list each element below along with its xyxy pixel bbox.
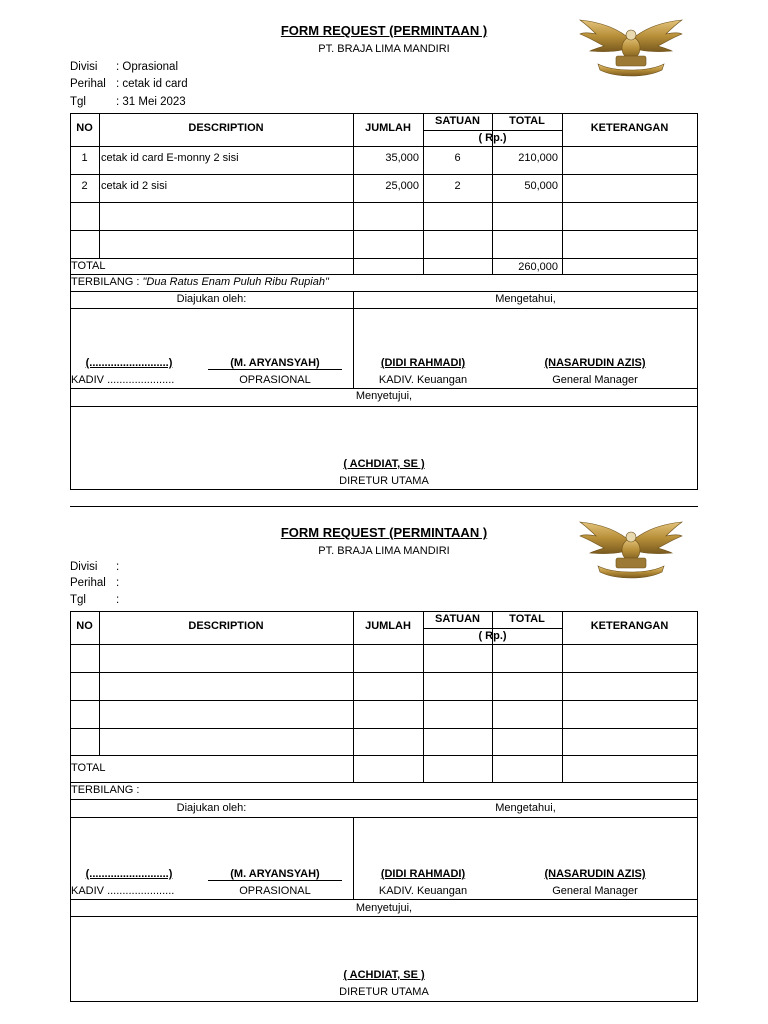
- signer-role: General Manager: [552, 885, 638, 897]
- signer-name: (M. ARYANSYAH): [208, 357, 342, 370]
- signer-name: (M. ARYANSYAH): [208, 868, 342, 881]
- header-keterangan: KETERANGAN: [590, 620, 669, 632]
- header-jumlah: JUMLAH: [365, 122, 411, 134]
- header-total: TOTAL: [509, 613, 545, 625]
- company-name: PT. BRAJA LIMA MANDIRI: [318, 43, 450, 55]
- meta-divisi: Divisi : Oprasional: [70, 61, 179, 73]
- mengetahui-label: Mengetahui,: [495, 293, 556, 305]
- company-name: PT. BRAJA LIMA MANDIRI: [318, 545, 450, 557]
- meta-perihal: Perihal :: [70, 577, 120, 589]
- golden-eagle-emblem-icon: [578, 520, 684, 582]
- mengetahui-label: Mengetahui,: [495, 802, 556, 814]
- total-value: 260,000: [518, 261, 558, 273]
- terbilang: TERBILANG : "Dua Ratus Enam Puluh Ribu Rupiah": [71, 276, 329, 288]
- diajukan-label: Diajukan oleh:: [176, 802, 247, 814]
- approver-role: DIRETUR UTAMA: [339, 986, 429, 998]
- signer-name: (DIDI RAHMADI): [380, 357, 466, 369]
- form-title: FORM REQUEST (PERMINTAAN ): [280, 23, 488, 38]
- header-rp: ( Rp.): [478, 630, 507, 642]
- form-title: FORM REQUEST (PERMINTAAN ): [280, 525, 488, 540]
- header-no: NO: [76, 122, 93, 134]
- header-description: DESCRIPTION: [188, 620, 264, 632]
- signer-name: (..........................): [85, 868, 173, 880]
- approver-role: DIRETUR UTAMA: [339, 475, 429, 487]
- diajukan-label: Diajukan oleh:: [176, 293, 247, 305]
- menyetujui-label: Menyetujui,: [355, 902, 413, 914]
- meta-perihal: Perihal : cetak id card: [70, 78, 188, 90]
- request-table: NO DESCRIPTION JUMLAH SATUAN TOTAL ( Rp.) KETERANGAN 1 cetak id card E-monny 2 sisi 35,000 6 210,000 2 cetak id 2 sisi 25,000 2 50,000 TOTAL 260,000 TERBILANG : "Dua Ratus Enam Puluh Ribu Rupiah" Diajukan oleh: Mengetahui, (..........................) KADIV ...................... (M. ARYANSYAH) OPRASIONAL (DIDI RAHMADI) KADIV. Keuangan (NASARUDIN AZIS) General Manager Menyetujui, ( ACHDIAT, SE ) DIRETUR UTAMA: [70, 113, 698, 490]
- signer-name: (NASARUDIN AZIS): [544, 868, 646, 880]
- signer-role: KADIV ......................: [71, 374, 175, 386]
- approver-name: ( ACHDIAT, SE ): [343, 969, 425, 981]
- signer-role: KADIV. Keuangan: [378, 885, 468, 897]
- header-rp: ( Rp.): [478, 132, 507, 144]
- signer-role: KADIV. Keuangan: [378, 374, 468, 386]
- signer-role: OPRASIONAL: [239, 885, 311, 897]
- signer-role: KADIV ......................: [71, 885, 175, 897]
- header-keterangan: KETERANGAN: [590, 122, 669, 134]
- meta-tgl: Tgl : 31 Mei 2023: [70, 96, 186, 108]
- total-label: TOTAL: [71, 762, 106, 774]
- header-satuan: SATUAN: [434, 613, 480, 625]
- header-total: TOTAL: [509, 115, 545, 127]
- signer-name: (DIDI RAHMADI): [380, 868, 466, 880]
- signer-role: OPRASIONAL: [239, 374, 311, 386]
- signer-name: (..........................): [85, 357, 173, 369]
- menyetujui-label: Menyetujui,: [355, 390, 413, 402]
- approver-name: ( ACHDIAT, SE ): [343, 458, 425, 470]
- terbilang: TERBILANG :: [71, 784, 140, 796]
- meta-divisi: Divisi :: [70, 561, 120, 573]
- signer-role: General Manager: [552, 374, 638, 386]
- header-jumlah: JUMLAH: [365, 620, 411, 632]
- total-label: TOTAL: [71, 260, 106, 272]
- header-no: NO: [76, 620, 93, 632]
- header-description: DESCRIPTION: [188, 122, 264, 134]
- meta-tgl: Tgl :: [70, 594, 120, 606]
- request-table: [70, 611, 698, 1002]
- header-satuan: SATUAN: [434, 115, 480, 127]
- signer-name: (NASARUDIN AZIS): [544, 357, 646, 369]
